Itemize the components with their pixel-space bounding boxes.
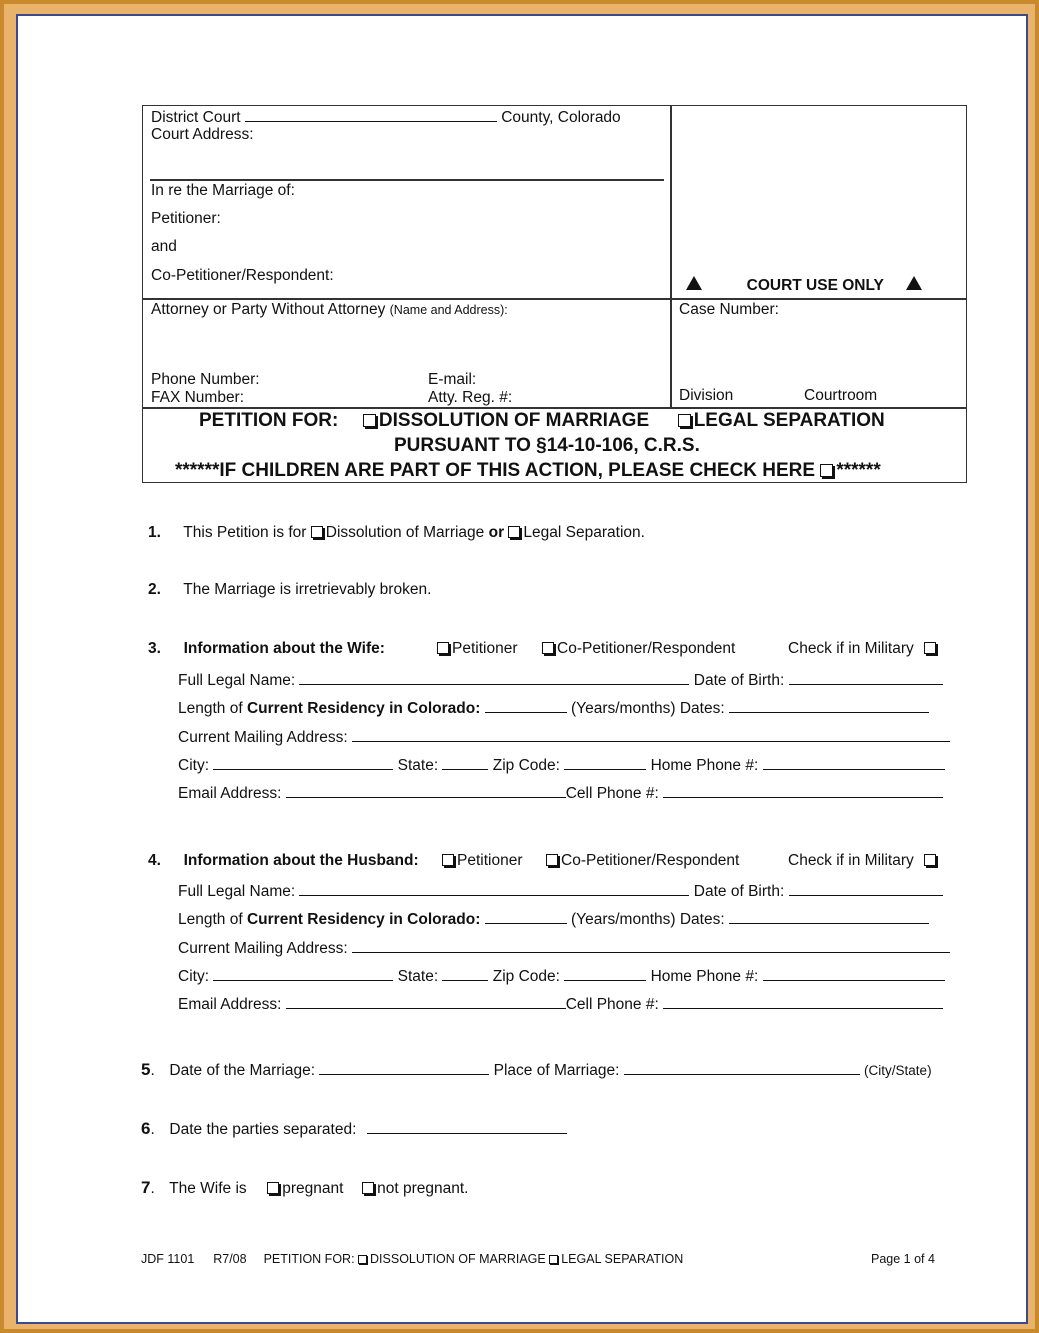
co-petitioner-label: Co-Petitioner/Respondent:	[151, 267, 334, 284]
separated-date-field[interactable]	[367, 1119, 567, 1134]
phone-label: Phone Number:	[151, 371, 260, 388]
marriage-place-field[interactable]	[624, 1060, 860, 1075]
division-label: Division	[679, 387, 734, 404]
husband-mailing-row: Current Mailing Address:	[178, 938, 950, 958]
court-use-only: COURT USE ONLY	[686, 276, 922, 295]
wife-cell-field[interactable]	[663, 783, 943, 798]
husband-dob-field[interactable]	[789, 881, 943, 896]
husband-email-field[interactable]	[286, 994, 566, 1009]
wife-zip-field[interactable]	[564, 755, 646, 770]
husband-co-petitioner-checkbox[interactable]	[546, 854, 558, 866]
email-label: E-mail:	[428, 371, 477, 388]
husband-home-phone-field[interactable]	[763, 966, 945, 981]
wife-email-field[interactable]	[286, 783, 566, 798]
court-address-label: Court Address:	[151, 126, 254, 143]
husband-state-field[interactable]	[442, 966, 488, 981]
husband-city-field[interactable]	[213, 966, 393, 981]
district-court-line: District Court County, Colorado	[151, 109, 621, 126]
wife-residency-field[interactable]	[485, 698, 567, 713]
wife-mailing-field[interactable]	[352, 727, 950, 742]
attorney-label: Attorney or Party Without Attorney (Name and Address):	[151, 301, 508, 318]
item-6: 6. Date the parties separated:	[141, 1119, 567, 1139]
wife-heading: 3. Information about the Wife:	[148, 640, 385, 657]
husband-heading: 4. Information about the Husband:	[148, 852, 419, 869]
footer-dissolution-checkbox	[358, 1255, 367, 1264]
footer-separation-checkbox	[549, 1255, 558, 1264]
wife-dob-field[interactable]	[789, 670, 943, 685]
wife-residency-row: Length of Current Residency in Colorado: (Years/months) Dates:	[178, 698, 929, 718]
item1-separation-checkbox[interactable]	[508, 526, 520, 538]
wife-home-phone-field[interactable]	[763, 755, 945, 770]
wife-city-field[interactable]	[213, 755, 393, 770]
pursuant-line: PURSUANT TO §14-10-106, C.R.S.	[394, 435, 700, 456]
case-number-label: Case Number:	[679, 301, 779, 318]
dissolution-checkbox[interactable]	[363, 414, 376, 427]
wife-name-field[interactable]	[299, 670, 689, 685]
wife-dates-field[interactable]	[729, 698, 929, 713]
item-5: 5. Date of the Marriage: Place of Marriage: (City/State)	[141, 1060, 932, 1079]
husband-name-row: Full Legal Name: Date of Birth:	[178, 881, 943, 901]
pregnant-checkbox[interactable]	[267, 1182, 279, 1194]
petitioner-label: Petitioner:	[151, 210, 221, 227]
petition-title: PETITION FOR: DISSOLUTION OF MARRIAGE LEGAL SEPARATION	[199, 410, 885, 431]
wife-mailing-row: Current Mailing Address:	[178, 727, 950, 747]
children-line: ******IF CHILDREN ARE PART OF THIS ACTION, PLEASE CHECK HERE ******	[175, 460, 881, 481]
wife-military-checkbox[interactable]	[924, 642, 936, 654]
husband-zip-field[interactable]	[564, 966, 646, 981]
husband-email-row: Email Address: Cell Phone #:	[178, 994, 943, 1014]
item-7: 7. The Wife is pregnant not pregnant.	[141, 1178, 469, 1197]
item-2: 2. The Marriage is irretrievably broken.	[148, 581, 432, 598]
not-pregnant-checkbox[interactable]	[362, 1182, 374, 1194]
page-frame	[4, 4, 1035, 1329]
wife-state-field[interactable]	[442, 755, 488, 770]
fax-label: FAX Number:	[151, 389, 245, 406]
courtroom-label: Courtroom	[804, 387, 878, 404]
wife-email-row: Email Address: Cell Phone #:	[178, 783, 943, 803]
husband-name-field[interactable]	[299, 881, 689, 896]
up-triangle-icon	[686, 276, 702, 290]
wife-city-row: City: State: Zip Code: Home Phone #:	[178, 755, 945, 775]
and-label: and	[151, 238, 177, 255]
footer: JDF 1101 R7/08 PETITION FOR: DISSOLUTION OF MARRIAGE LEGAL SEPARATION	[141, 1252, 684, 1266]
document-page: District Court County, Colorado Court Address: In re the Marriage of: Petitioner: and Co-Petitioner/Respondent: COURT USE ONLY Attorney or Party Without Attorney (Name and Address): Case Number: Phone Number: E-mail: FAX Number: Atty. Reg. #: Division Courtroom PETITION FOR: DISSOLUTION OF MARRIAGE LEGAL SEPARATION PURSUANT TO §14-10-106, C.R.S. ******IF CHILDREN ARE PART OF THIS ACTION, PLEASE CHECK HERE ****** 1. This Petition is for Dissolution of Marriage or Legal Separation. 2. The Marriage is irretrievably broken. 3. Information about the Wife: Petitioner Co-Petitioner/Respondent Check if in Military Full Legal Name: Date of Birth: Length of Current Residency in Colorado: (Years/months) Dates: Current Mailing Address: City: State: Zip Code: Home Phone #: Email Address: Cell Phone #: 4. Information about the Husband: Petitioner Co-Petitioner/Respondent Check if in Military Full Legal Name: Date of Birth: Length of Current Residency in Colorado: (Years/months) Dates: Current Mailing Address: City: State: Zip Code: Home Phone #: Email Address: Cell Phone #: 5. Date of the Marriage: Place of Marriage: (City/State) 6. Date the parties separated: 7. The Wife is pregnant not pregnant. JDF 1101 R7/08 PETITION FOR: DISSOLUTION OF MARRIAGE LEGAL SEPARATION Page 1 of 4	[16, 14, 1028, 1324]
husband-military-checkbox[interactable]	[924, 854, 936, 866]
in-re-label: In re the Marriage of:	[151, 182, 295, 199]
wife-name-row: Full Legal Name: Date of Birth:	[178, 670, 943, 690]
item1-dissolution-checkbox[interactable]	[311, 526, 323, 538]
husband-city-row: City: State: Zip Code: Home Phone #:	[178, 966, 945, 986]
up-triangle-icon	[906, 276, 922, 290]
marriage-date-field[interactable]	[319, 1060, 489, 1075]
children-checkbox[interactable]	[820, 464, 833, 477]
wife-petitioner-checkbox[interactable]	[437, 642, 449, 654]
atty-reg-label: Atty. Reg. #:	[428, 389, 513, 406]
husband-mailing-field[interactable]	[352, 938, 950, 953]
wife-co-petitioner-checkbox[interactable]	[542, 642, 554, 654]
husband-residency-row: Length of Current Residency in Colorado: (Years/months) Dates:	[178, 909, 929, 929]
husband-dates-field[interactable]	[729, 909, 929, 924]
husband-residency-field[interactable]	[485, 909, 567, 924]
item-1: 1. This Petition is for Dissolution of Marriage or Legal Separation.	[148, 524, 645, 541]
husband-cell-field[interactable]	[663, 994, 943, 1009]
legal-separation-checkbox[interactable]	[678, 414, 691, 427]
husband-petitioner-checkbox[interactable]	[442, 854, 454, 866]
page-number: Page 1 of 4	[871, 1252, 935, 1266]
